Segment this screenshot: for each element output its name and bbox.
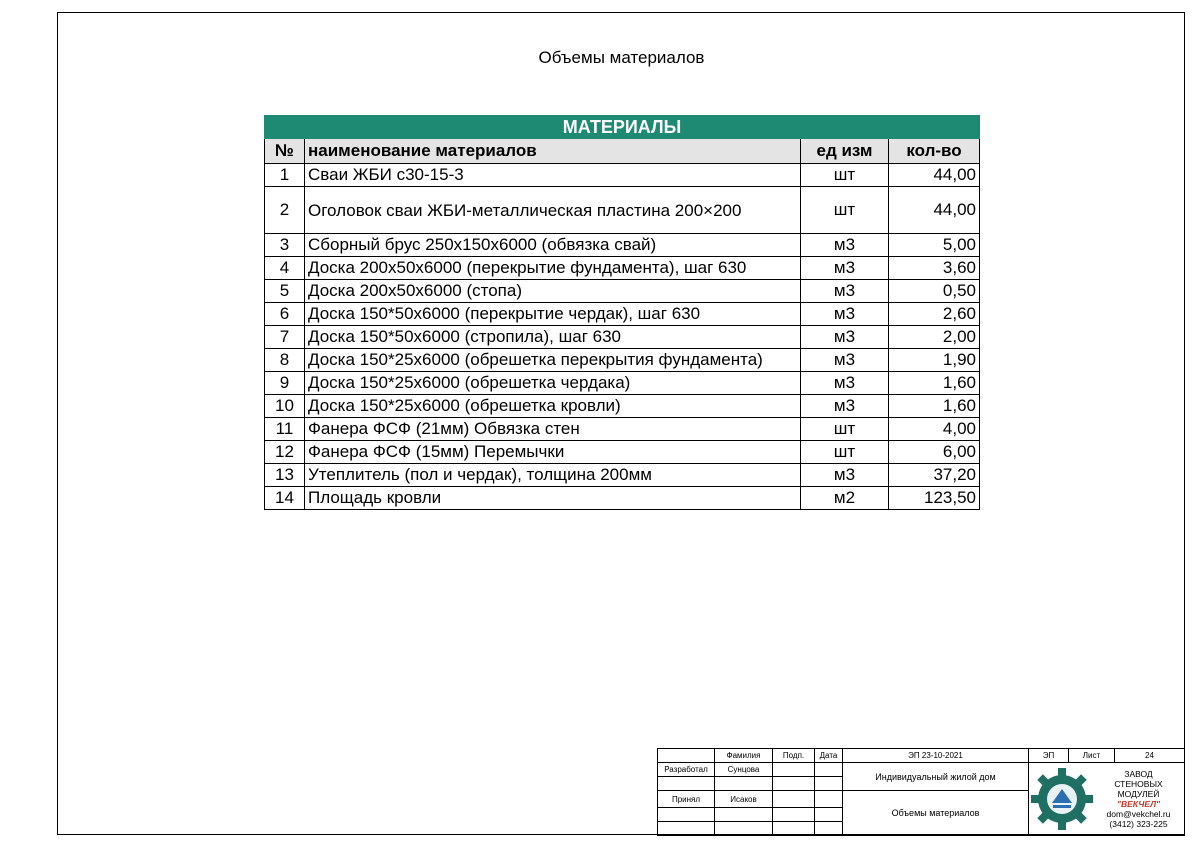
- row-num: 2: [265, 187, 305, 234]
- materials-table: [264, 115, 980, 510]
- title-block: [657, 748, 1184, 835]
- stamp-cell: [815, 777, 843, 791]
- table-row: [265, 234, 980, 257]
- stamp-cell: [658, 777, 715, 791]
- stamp-cell: [815, 822, 843, 836]
- stamp-sheet-title: Объемы материалов: [843, 791, 1029, 836]
- row-unit: м3: [801, 464, 889, 487]
- row-name: Доска 150*25х6000 (обрешетка чердака): [305, 372, 801, 395]
- row-qty: 44,00: [889, 187, 980, 234]
- page-title: Объемы материалов: [538, 48, 705, 67]
- row-num: 4: [265, 257, 305, 280]
- header-unit: ед изм: [801, 139, 889, 164]
- company-line1: ЗАВОД: [1124, 769, 1153, 779]
- row-name: Доска 150*50х6000 (стропила), шаг 630: [305, 326, 801, 349]
- stamp-cell: [815, 808, 843, 822]
- row-unit: м3: [801, 303, 889, 326]
- stamp-cell: [658, 808, 715, 822]
- row-unit: шт: [801, 441, 889, 464]
- table-row: [265, 372, 980, 395]
- row-name: Сборный брус 250х150х6000 (обвязка свай): [305, 234, 801, 257]
- table-row: [265, 187, 980, 234]
- table-row: [265, 487, 980, 510]
- row-qty: 0,50: [889, 280, 980, 303]
- stamp-cell: [815, 791, 843, 808]
- row-num: 10: [265, 395, 305, 418]
- row-unit: м3: [801, 280, 889, 303]
- row-qty: 1,60: [889, 372, 980, 395]
- stamp-developed-label: Разработал: [658, 763, 715, 777]
- row-name: Площадь кровли: [305, 487, 801, 510]
- company-phone: (3412) 323-225: [1109, 819, 1168, 829]
- row-num: 11: [265, 418, 305, 441]
- row-num: 14: [265, 487, 305, 510]
- table-row: [265, 349, 980, 372]
- stamp-accepted-name: Исаков: [715, 791, 773, 808]
- row-unit: шт: [801, 187, 889, 234]
- stamp-stage: ЭП: [1029, 749, 1069, 763]
- row-unit: м3: [801, 395, 889, 418]
- company-line3: МОДУЛЕЙ: [1117, 789, 1160, 799]
- stamp-cell: [773, 763, 815, 777]
- header-qty: кол-во: [889, 139, 980, 164]
- stamp-cell: [715, 777, 773, 791]
- company-email: dom@vekchel.ru: [1106, 809, 1171, 819]
- stamp-col-sign: Подп.: [773, 749, 815, 763]
- stamp-sheet-num: 24: [1115, 749, 1185, 763]
- row-qty: 44,00: [889, 164, 980, 187]
- table-row: [265, 418, 980, 441]
- stamp-developed-name: Сунцова: [715, 763, 773, 777]
- row-name: Доска 200х50х6000 (стопа): [305, 280, 801, 303]
- row-unit: м3: [801, 372, 889, 395]
- row-name: Доска 150*50х6000 (перекрытие чердак), шаг 630: [305, 303, 801, 326]
- row-unit: м3: [801, 326, 889, 349]
- row-unit: м3: [801, 257, 889, 280]
- row-num: 7: [265, 326, 305, 349]
- stamp-cell: [815, 763, 843, 777]
- stamp-cell: [715, 822, 773, 836]
- row-num: 8: [265, 349, 305, 372]
- row-unit: шт: [801, 418, 889, 441]
- row-qty: 37,20: [889, 464, 980, 487]
- stamp-cell: [658, 822, 715, 836]
- row-qty: 1,60: [889, 395, 980, 418]
- table-row: [265, 280, 980, 303]
- row-qty: 5,00: [889, 234, 980, 257]
- row-num: 1: [265, 164, 305, 187]
- stamp-cell: [773, 808, 815, 822]
- company-line2: СТЕНОВЫХ: [1114, 779, 1163, 789]
- row-name: Утеплитель (пол и чердак), толщина 200мм: [305, 464, 801, 487]
- materials-title: МАТЕРИАЛЫ: [265, 116, 980, 139]
- row-num: 12: [265, 441, 305, 464]
- stamp-company: [1029, 763, 1185, 836]
- stamp-empty: [658, 749, 715, 763]
- gear-emblem-icon: [1031, 766, 1093, 832]
- row-qty: 1,90: [889, 349, 980, 372]
- row-qty: 6,00: [889, 441, 980, 464]
- row-name: Фанера ФСФ (21мм) Обвязка стен: [305, 418, 801, 441]
- table-row: [265, 303, 980, 326]
- materials-header-row: [265, 139, 980, 164]
- table-row: [265, 257, 980, 280]
- stamp-cell: [715, 808, 773, 822]
- stamp-accepted-label: Принял: [658, 791, 715, 808]
- stamp-doc-code: ЭП 23-10-2021: [843, 749, 1029, 763]
- table-row: [265, 326, 980, 349]
- row-qty: 123,50: [889, 487, 980, 510]
- row-name: Доска 150*25х6000 (обрешетка перекрытия фундамента): [305, 349, 801, 372]
- stamp-col-surname: Фамилия: [715, 749, 773, 763]
- stamp-cell: [773, 822, 815, 836]
- stamp-cell: [773, 777, 815, 791]
- row-num: 9: [265, 372, 305, 395]
- header-num: №: [265, 139, 305, 164]
- row-qty: 4,00: [889, 418, 980, 441]
- stamp-col-date: Дата: [815, 749, 843, 763]
- row-name: Доска 150*25х6000 (обрешетка кровли): [305, 395, 801, 418]
- row-unit: м3: [801, 234, 889, 257]
- table-row: [265, 441, 980, 464]
- row-name: Сваи ЖБИ с30-15-3: [305, 164, 801, 187]
- row-name: Фанера ФСФ (15мм) Перемычки: [305, 441, 801, 464]
- company-brand: "ВЕКЧЕЛ": [1116, 799, 1161, 809]
- stamp-project-name: Индивидуальный жилой дом: [843, 763, 1029, 791]
- row-name: Доска 200х50х6000 (перекрытие фундамента), шаг 630: [305, 257, 801, 280]
- row-num: 3: [265, 234, 305, 257]
- row-unit: м2: [801, 487, 889, 510]
- row-qty: 3,60: [889, 257, 980, 280]
- row-num: 13: [265, 464, 305, 487]
- table-row: [265, 395, 980, 418]
- row-qty: 2,00: [889, 326, 980, 349]
- materials-title-row: [265, 116, 980, 139]
- table-row: [265, 164, 980, 187]
- row-unit: шт: [801, 164, 889, 187]
- stamp-sheet-label: Лист: [1069, 749, 1115, 763]
- row-qty: 2,60: [889, 303, 980, 326]
- stamp-cell: [773, 791, 815, 808]
- row-num: 5: [265, 280, 305, 303]
- row-unit: м3: [801, 349, 889, 372]
- row-name: Оголовок сваи ЖБИ-металлическая пластина 200×200: [305, 187, 801, 234]
- row-num: 6: [265, 303, 305, 326]
- table-row: [265, 464, 980, 487]
- header-name: наименование материалов: [305, 139, 801, 164]
